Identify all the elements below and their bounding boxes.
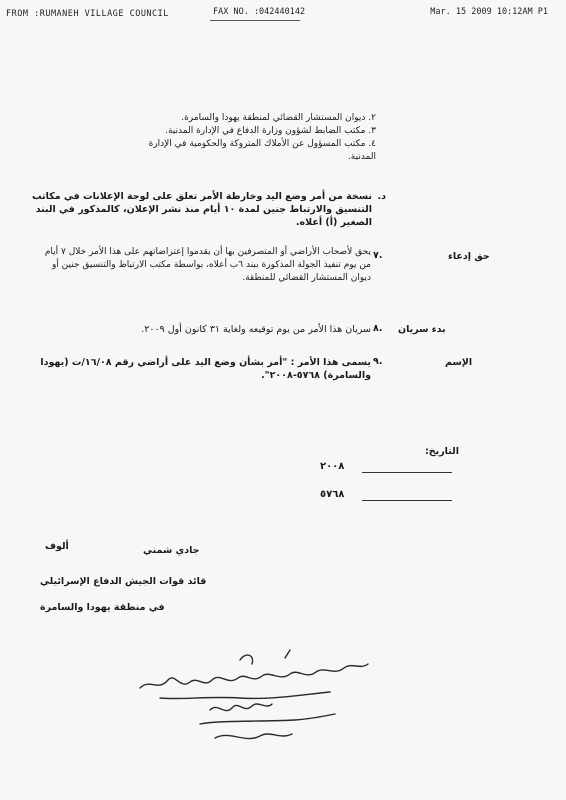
section9-label: الإسم <box>445 357 473 368</box>
date-hebrew-year: ٥٧٦٨ <box>320 489 345 500</box>
signatory-title-1: قائد قوات الجيش الدفاع الإسرائيلي <box>40 576 207 587</box>
date-year: ٢٠٠٨ <box>320 461 345 472</box>
fax-underline <box>210 20 300 21</box>
fax-number: FAX NO. :042440142 <box>213 7 306 17</box>
signatory-title-2: في منطقة يهودا والسامرة <box>40 602 165 613</box>
section7-label: حق إدعاء <box>448 251 490 262</box>
section8-number: ٨. <box>373 323 383 334</box>
list-item: المدنية. <box>347 152 376 162</box>
fax-from: FROM :RUMANEH VILLAGE COUNCIL <box>6 9 169 19</box>
section9-text: يسمى هذا الأمر : "أمر بشأن وضع اليد على أراضي رقم ١٦/٠٨/ت (يهودا والسامرة) ٥٧٦٨-٢٠٠٨". <box>40 357 371 381</box>
date-label: التاريخ: <box>425 446 459 457</box>
signatory-rank: ألوف <box>45 541 69 552</box>
list-item: ٤. مكتب المسؤول عن الأملاك المتروكة والحكومية في الإدارة <box>148 139 376 149</box>
item-d-number: د. <box>377 191 386 202</box>
item-d <box>31 190 386 229</box>
list-item: ٣. مكتب الضابط لشؤون وزارة الدفاع في الإدارة المدنية. <box>165 126 376 136</box>
section7-text: يحق لأصحاب الأراضي أو المتصرفين بها أن يقدموا إعتراضاتهم على هذا الأمر خلال ٧ أيام من يوم تنفيذ الجولة المذكورة ببند ٦ب أعلاه، بواسطة مكتب الارتباط والتنسيق جنين أو ديوان المستشار القضائي للمنطقة. <box>44 247 371 283</box>
date-line-1 <box>362 472 452 473</box>
fax-date-time: Mar. 15 2009 10:12AM P1 <box>430 7 548 17</box>
list-item: ٢. ديوان المستشار القضائي لمنطقة يهودا والسامرة. <box>181 113 376 123</box>
date-line-2 <box>362 500 452 501</box>
item-d-text: نسخة من أمر وضع اليد وخارطة الأمر تعلق على لوحة الإعلانات في مكاتب التنسيق والارتباط جنين لمدة ١٠ أيام منذ نشر الإعلان، كالمذكور في البند الصغير (أ) أعلاه. <box>31 191 372 228</box>
section9-number: ٩. <box>373 356 383 367</box>
section7-number: ٧. <box>373 250 383 261</box>
fax-header <box>0 4 566 20</box>
section8-text: سريان هذا الأمر من يوم توقيعه ولغاية ٣١ كانون أول ٢٠٠٩. <box>141 324 371 335</box>
distribution-list <box>76 112 376 164</box>
signatory-name: جادي شمني <box>143 545 200 556</box>
section8-label: بدء سريان <box>398 324 446 335</box>
handwritten-signature <box>120 640 420 760</box>
